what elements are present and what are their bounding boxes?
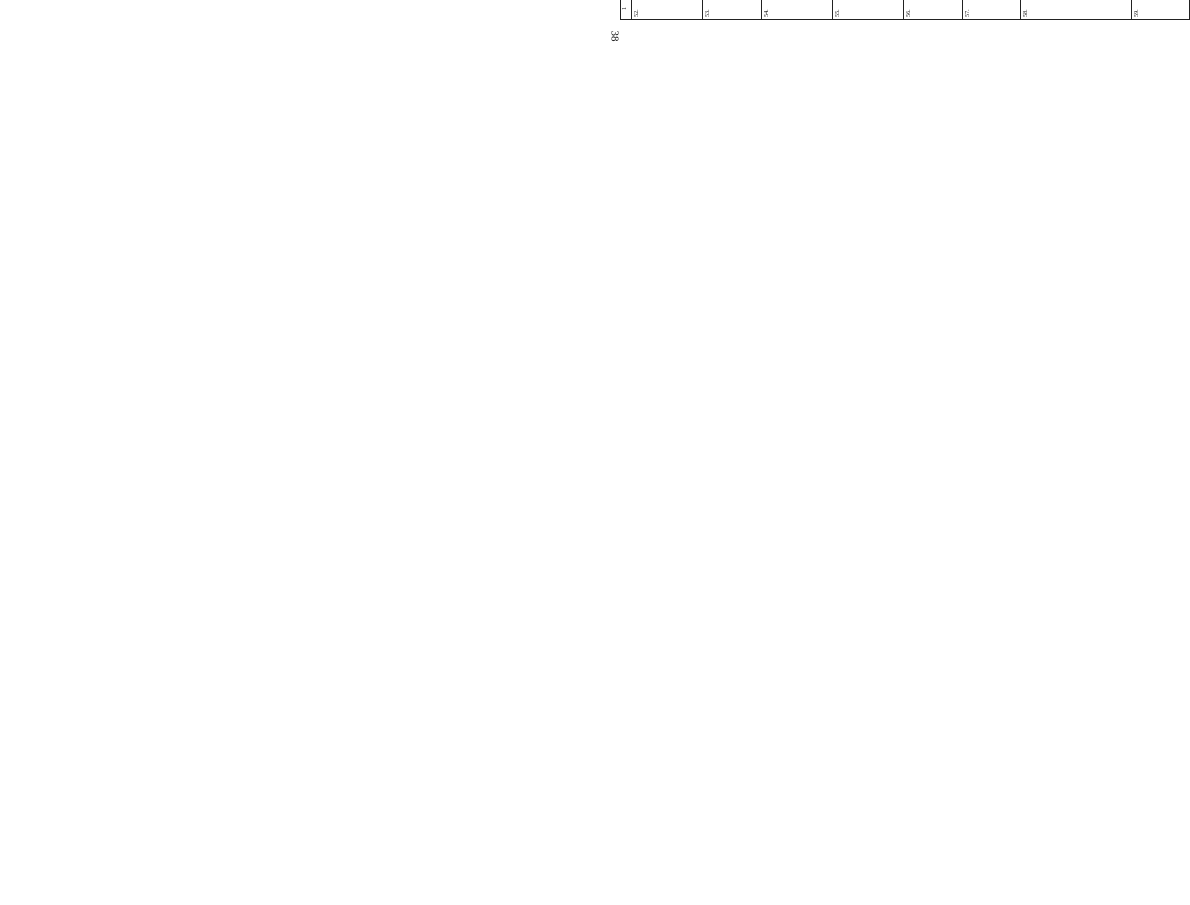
table-cell: 52. [632,0,703,20]
table-cell: 56. [904,0,962,20]
table-row [1131,0,1189,20]
page-number: 38 [608,30,621,42]
table-row [761,0,832,20]
header-row [621,0,632,20]
table-row [962,0,1020,20]
table-cell: 59. [1131,0,1189,20]
table-row [1020,0,1131,20]
table-row [703,0,761,20]
route-registry-table [620,0,1190,20]
table-cell: 54. [761,0,832,20]
table-row [832,0,903,20]
table-cell: 58. [1020,0,1131,20]
table-cell: 55. [832,0,903,20]
table-cell: 57. [962,0,1020,20]
column-header: 1 [621,0,632,20]
table-row [904,0,962,20]
table-row [632,0,703,20]
table-cell: 53. [703,0,761,20]
rotated-table-wrapper [620,0,1190,20]
